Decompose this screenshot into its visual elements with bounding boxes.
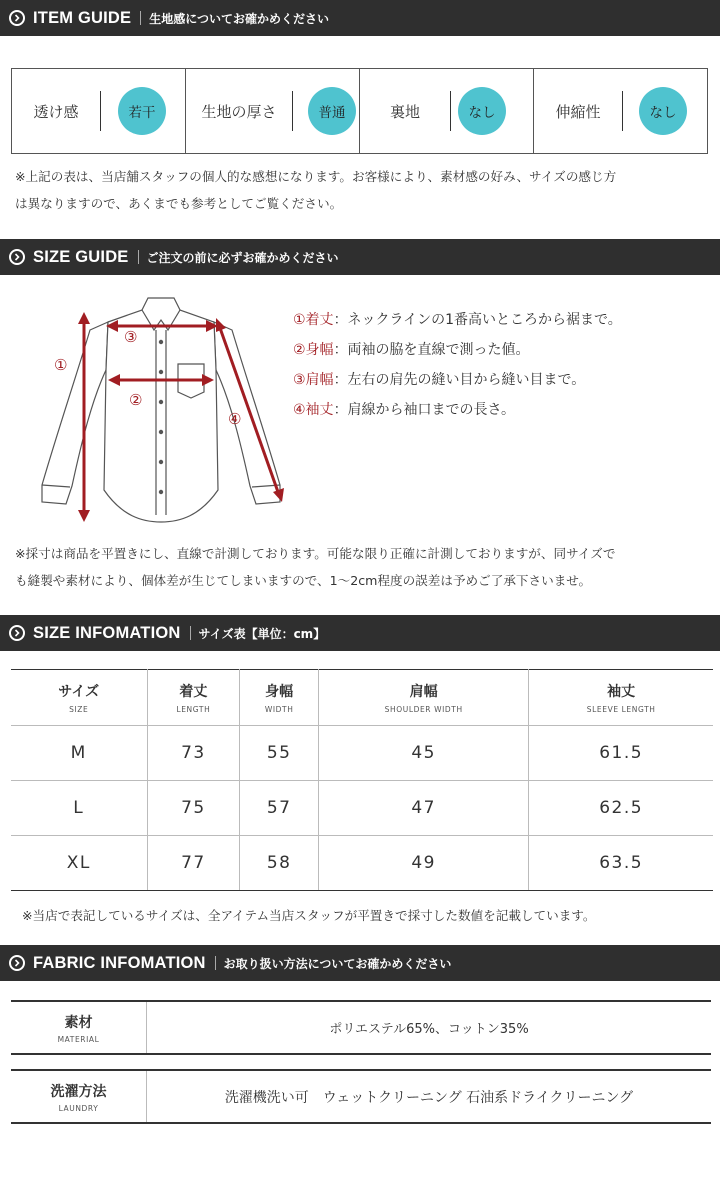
guide-badge: 若干	[118, 87, 166, 135]
guide-badge: なし	[639, 87, 687, 135]
chevron-right-icon	[9, 955, 25, 971]
fabric-sublabel: MATERIAL	[57, 1034, 100, 1044]
measure-desc: ：左右の肩先の縫い目から縫い目まで。	[333, 372, 586, 388]
column-header	[529, 670, 713, 726]
fabric-label: 素材	[64, 1014, 93, 1031]
guide-cell-stretch	[534, 69, 707, 153]
table-row	[11, 726, 713, 781]
table-cell: 49	[319, 836, 529, 891]
measure-desc: ：ネックラインの1番高いところから裾まで。	[333, 312, 622, 328]
table-cell: 61.5	[529, 726, 713, 781]
divider	[622, 91, 623, 131]
measure-item-width	[293, 335, 622, 365]
table-cell: 55	[240, 726, 319, 781]
item-guide-box	[11, 68, 708, 154]
fabric-label: 洗濯方法	[50, 1083, 107, 1100]
measure-key: ④袖丈	[293, 402, 334, 418]
table-row	[11, 836, 713, 891]
marker-3: ③	[124, 328, 138, 346]
guide-cell-transparency	[12, 69, 186, 153]
header-sublabel: SLEEVE LENGTH	[586, 705, 656, 714]
table-cell: 62.5	[529, 781, 713, 836]
fabric-row-header	[11, 1071, 147, 1122]
guide-label: 裏地	[389, 102, 420, 121]
header-label: 肩幅	[409, 684, 438, 700]
header-sublabel: SHOULDER WIDTH	[384, 705, 463, 714]
table-cell: 45	[319, 726, 529, 781]
table-header-row	[11, 670, 713, 726]
column-header	[11, 670, 147, 726]
divider	[138, 250, 139, 264]
guide-badge: 普通	[308, 87, 356, 135]
section-subtitle: サイズ表【単位：cm】	[198, 626, 326, 641]
divider	[140, 11, 141, 25]
section-title: FABRIC INFOMATION	[33, 953, 206, 972]
header-sublabel: LENGTH	[176, 705, 211, 714]
table-cell: 73	[147, 726, 240, 781]
item-guide-header	[0, 0, 720, 36]
section-subtitle: お取り扱い方法についてお確かめください	[223, 956, 452, 971]
table-row	[11, 781, 713, 836]
guide-badge: なし	[458, 87, 506, 135]
size-info-note: ※当店で表記しているサイズは、全アイテム当店スタッフが平置きで採寸した数値を記載しています。	[22, 908, 596, 923]
size-info-header	[0, 615, 720, 651]
item-guide-note	[15, 163, 616, 217]
note-line: ※採寸は商品を平置きにし、直線で計測しております。可能な限り正確に計測しておりますが、同サイズで	[15, 546, 616, 561]
section-subtitle: ご注文の前に必ずお確かめください	[146, 250, 339, 265]
table-cell: 58	[240, 836, 319, 891]
table-cell: M	[11, 726, 147, 781]
marker-4: ④	[228, 410, 242, 428]
marker-1: ①	[54, 356, 68, 374]
guide-label: 伸縮性	[555, 102, 601, 121]
section-subtitle: 生地感についてお確かめください	[149, 11, 330, 26]
guide-label: 生地の厚さ	[201, 102, 277, 121]
measure-item-sleeve	[293, 395, 622, 425]
marker-2: ②	[129, 391, 143, 409]
measure-key: ②身幅	[293, 342, 334, 358]
header-sublabel: SIZE	[69, 705, 89, 714]
column-header	[147, 670, 240, 726]
note-line: も縫製や素材により、個体差が生じてしまいますので、1〜2cm程度の誤差は予めご了承下さいませ。	[15, 573, 592, 588]
measure-key: ①着丈	[293, 312, 334, 328]
chevron-right-icon	[9, 10, 25, 26]
size-guide-header	[0, 239, 720, 275]
header-label: 着丈	[179, 684, 208, 700]
divider	[450, 91, 451, 131]
fabric-value: ポリエステル65%、コットン35%	[329, 1022, 529, 1037]
column-header	[319, 670, 529, 726]
guide-cell-thickness	[186, 69, 360, 153]
size-guide-note	[15, 540, 615, 594]
fabric-sublabel: LAUNDRY	[58, 1103, 99, 1113]
header-label: 袖丈	[607, 684, 636, 700]
table-cell: L	[11, 781, 147, 836]
fabric-value: 洗濯機洗い可 ウェットクリーニング 石油系ドライクリーニング	[224, 1089, 634, 1106]
table-cell: 63.5	[529, 836, 713, 891]
chevron-right-icon	[9, 249, 25, 265]
section-title: SIZE GUIDE	[33, 247, 129, 266]
note-line: は異なりますので、あくまでも参考としてご覧ください。	[15, 196, 343, 211]
column-header	[240, 670, 319, 726]
measure-key: ③肩幅	[293, 372, 334, 388]
shirt-measurement-diagram	[30, 290, 292, 530]
guide-cell-lining	[360, 69, 534, 153]
guide-label: 透け感	[33, 102, 79, 121]
table-cell: 47	[319, 781, 529, 836]
table-cell: 57	[240, 781, 319, 836]
size-table	[11, 669, 713, 891]
measure-item-shoulder	[293, 365, 622, 395]
divider	[292, 91, 293, 131]
header-label: 身幅	[265, 684, 294, 700]
divider	[100, 91, 101, 131]
header-label: サイズ	[58, 684, 100, 700]
measurement-list	[293, 305, 622, 425]
fabric-row-header	[11, 1002, 147, 1053]
note-line: ※上記の表は、当店舗スタッフの個人的な感想になります。お客様により、素材感の好み、サイズの感じ方	[15, 169, 617, 184]
measure-item-length	[293, 305, 622, 335]
measure-desc: ：肩線から袖口までの長さ。	[333, 402, 516, 418]
divider	[215, 956, 216, 970]
section-title: ITEM GUIDE	[33, 8, 132, 27]
fabric-info-header	[0, 945, 720, 981]
section-title: SIZE INFOMATION	[33, 623, 181, 642]
header-sublabel: WIDTH	[264, 705, 294, 714]
fabric-row-material	[11, 1000, 711, 1055]
table-cell: 77	[147, 836, 240, 891]
table-cell: 75	[147, 781, 240, 836]
chevron-right-icon	[9, 625, 25, 641]
fabric-row-laundry	[11, 1069, 711, 1124]
divider	[190, 626, 191, 640]
table-cell: XL	[11, 836, 147, 891]
measure-desc: ：両袖の脇を直線で測った値。	[333, 342, 530, 358]
